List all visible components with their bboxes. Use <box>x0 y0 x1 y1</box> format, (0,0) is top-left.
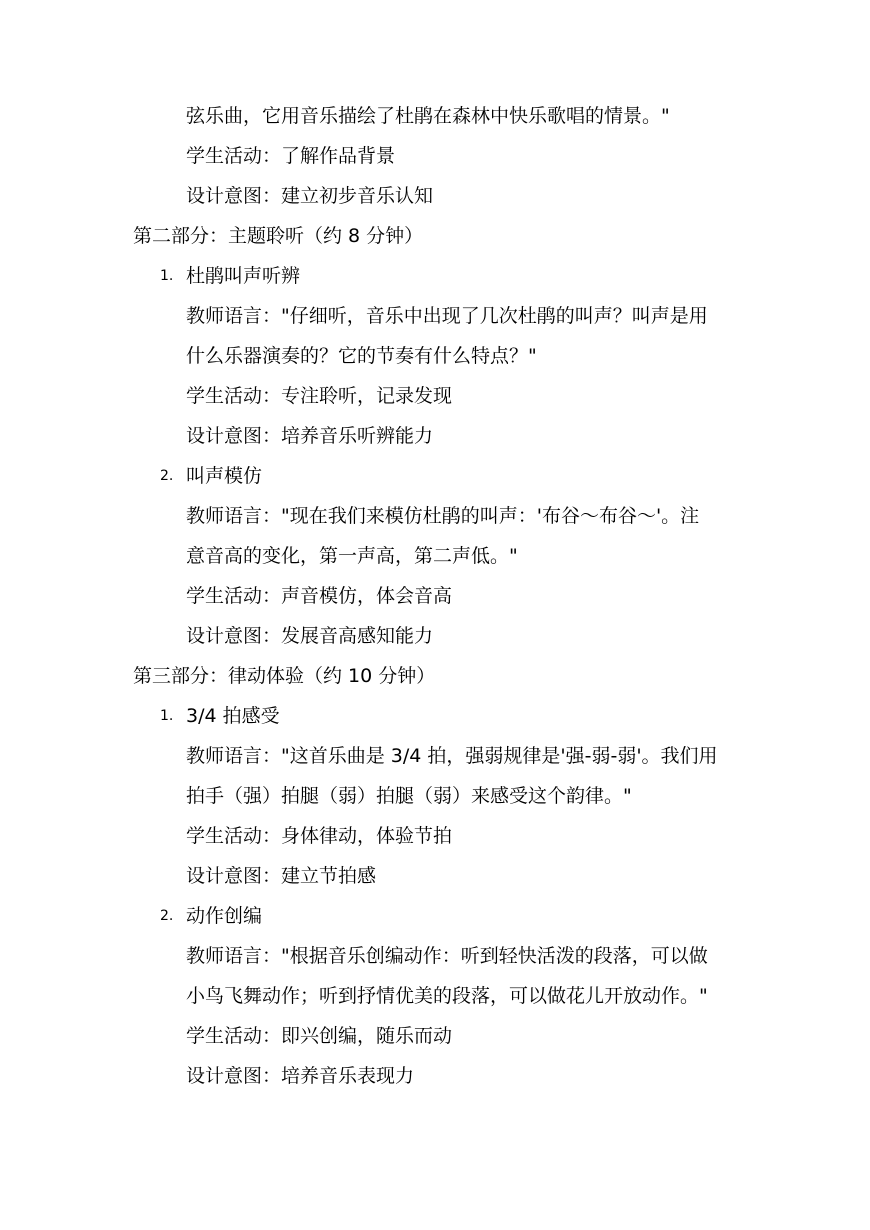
teacher-language-cont: 拍手（强）拍腿（弱）拍腿（弱）来感受这个韵律。" <box>186 785 632 807</box>
list-item-title: 3/4 拍感受 <box>186 705 280 727</box>
student-activity: 学生活动：身体律动，体验节拍 <box>186 825 453 847</box>
list-number: 1. <box>160 268 174 284</box>
list-number: 2. <box>160 908 174 924</box>
list-item-title: 杜鹃叫声听辨 <box>186 265 301 287</box>
student-activity: 学生活动：声音模仿，体会音高 <box>186 585 453 607</box>
student-activity: 学生活动：即兴创编，随乐而动 <box>186 1025 453 1047</box>
section-two <box>0 216 870 656</box>
list-item-title: 动作创编 <box>186 905 263 927</box>
teacher-language: 教师语言："仔细听，音乐中出现了几次杜鹃的叫声？叫声是用 <box>186 305 708 327</box>
section-three <box>0 656 870 1096</box>
section-heading: 第三部分：律动体验（约 10 分钟） <box>133 665 436 687</box>
teacher-language-cont: 什么乐器演奏的？它的节奏有什么特点？" <box>186 345 537 367</box>
list-number: 1. <box>160 708 174 724</box>
teacher-language: 教师语言："这首乐曲是 3/4 拍，强弱规律是'强-弱-弱'。我们用 <box>186 745 718 767</box>
teacher-language-cont: 意音高的变化，第一声高，第二声低。" <box>186 545 518 567</box>
list-number: 2. <box>160 468 174 484</box>
teacher-language: 教师语言："根据音乐创编动作：听到轻快活泼的段落，可以做 <box>186 945 708 967</box>
list-item <box>0 896 870 936</box>
intro-quote-end: 弦乐曲，它用音乐描绘了杜鹃在森林中快乐歌唱的情景。" <box>186 105 670 127</box>
intro-design-intent: 设计意图：建立初步音乐认知 <box>186 185 434 207</box>
document-page <box>0 96 870 1096</box>
design-intent: 设计意图：培养音乐听辨能力 <box>186 425 434 447</box>
list-item-title: 叫声模仿 <box>186 465 263 487</box>
teacher-language-cont: 小鸟飞舞动作；听到抒情优美的段落，可以做花儿开放动作。" <box>186 985 708 1007</box>
list-item <box>0 256 870 296</box>
teacher-language: 教师语言："现在我们来模仿杜鹃的叫声：'布谷～布谷～'。注 <box>186 505 700 527</box>
design-intent: 设计意图：建立节拍感 <box>186 865 377 887</box>
design-intent: 设计意图：培养音乐表现力 <box>186 1065 415 1087</box>
list-item <box>0 456 870 496</box>
design-intent: 设计意图：发展音高感知能力 <box>186 625 434 647</box>
section-heading: 第二部分：主题聆听（约 8 分钟） <box>133 225 424 247</box>
intro-student-activity: 学生活动：了解作品背景 <box>186 145 396 167</box>
list-item <box>0 696 870 736</box>
student-activity: 学生活动：专注聆听，记录发现 <box>186 385 453 407</box>
